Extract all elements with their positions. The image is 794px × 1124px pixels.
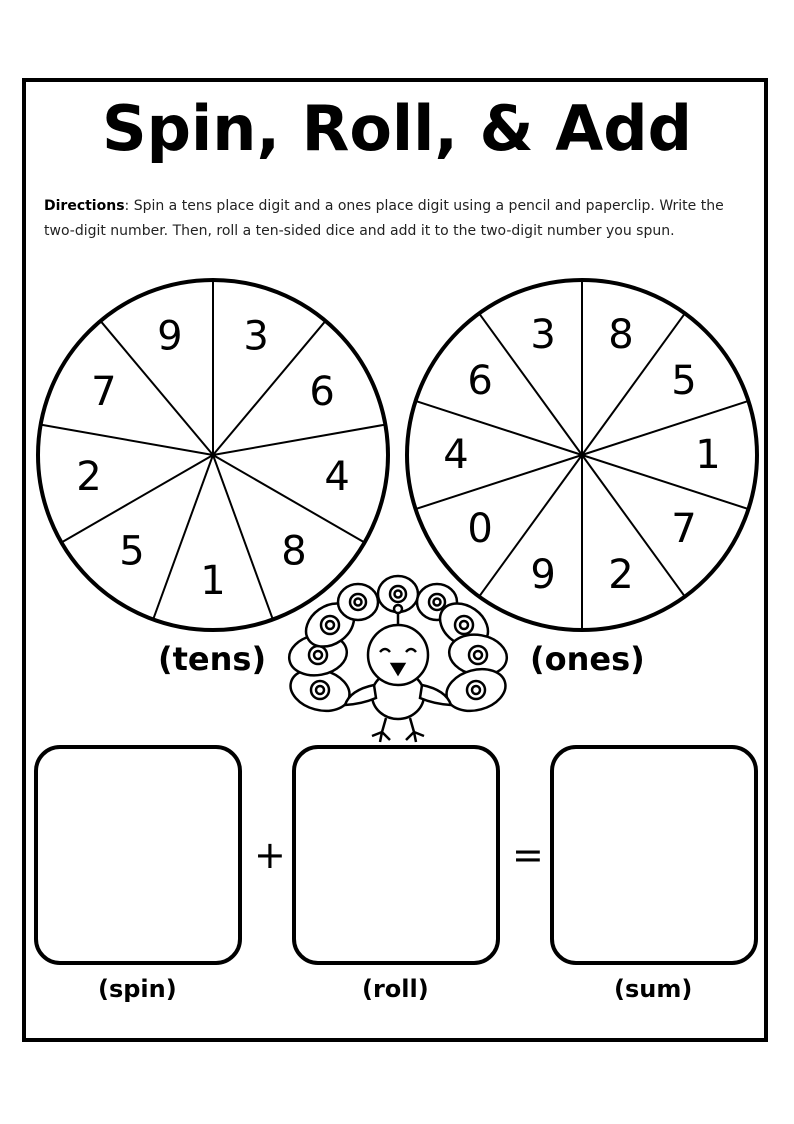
roll-label: (roll) <box>362 975 429 1003</box>
ones-spinner-digit: 0 <box>467 506 493 553</box>
plus-sign: + <box>254 833 286 877</box>
ones-spinner-digit: 9 <box>530 551 556 598</box>
ones-spinner-digit: 3 <box>530 312 556 359</box>
ones-spinner[interactable] <box>407 280 757 630</box>
roll-answer-box[interactable] <box>292 745 500 965</box>
tens-spinner-digit: 7 <box>91 369 117 415</box>
tens-label: (tens) <box>158 640 267 678</box>
ones-label: (ones) <box>530 640 645 678</box>
ones-spinner-digit: 4 <box>443 432 469 478</box>
ones-spinner-digit: 6 <box>467 357 493 404</box>
tens-spinner-digit: 6 <box>309 369 335 415</box>
sum-label: (sum) <box>614 975 693 1003</box>
spin-label: (spin) <box>98 975 177 1003</box>
directions-text: : Spin a tens place digit and a ones place digit using a pencil and paperclip. Write the two-digit number. Then, roll a ten-sided dice and add it to the two-digit number you spun. <box>44 198 724 239</box>
tens-spinner-digit: 3 <box>243 313 269 360</box>
tens-spinner-digit: 5 <box>119 528 145 575</box>
sum-answer-box[interactable] <box>550 745 758 965</box>
ones-spinner-digit: 8 <box>608 312 634 359</box>
tens-spinner-digit: 1 <box>200 558 226 604</box>
tens-spinner-digit: 4 <box>324 453 350 500</box>
ones-spinner-digit: 2 <box>608 551 634 598</box>
directions-label: Directions <box>44 198 125 214</box>
tens-spinner-digit: 9 <box>157 313 183 360</box>
tens-spinner[interactable] <box>38 280 388 630</box>
tens-spinner-digit: 2 <box>76 453 102 500</box>
ones-spinner-digit: 1 <box>695 432 721 478</box>
worksheet-title: Spin, Roll, & Add <box>102 92 692 165</box>
ones-spinner-digit: 5 <box>671 357 697 404</box>
spin-answer-box[interactable] <box>34 745 242 965</box>
equals-sign: = <box>512 833 544 877</box>
tens-spinner-digit: 8 <box>281 528 307 575</box>
peacock-icon <box>286 576 510 742</box>
ones-spinner-digit: 7 <box>671 506 697 553</box>
